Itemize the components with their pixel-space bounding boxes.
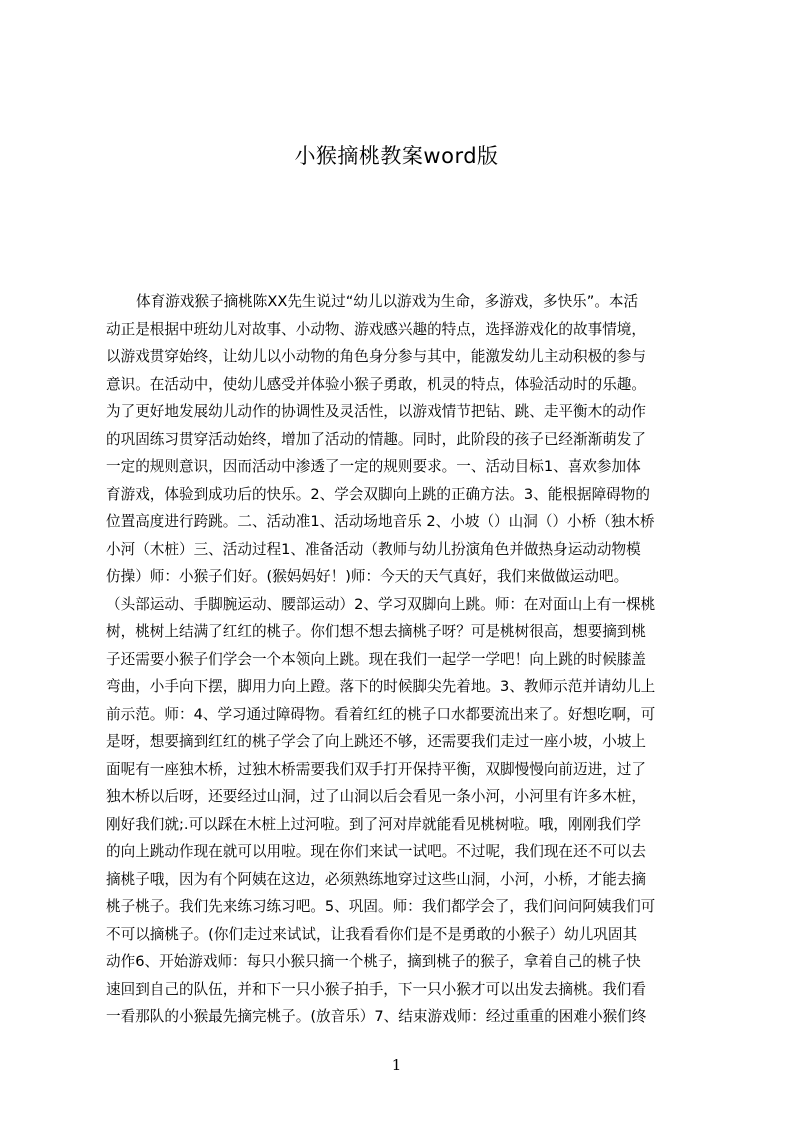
body-line: 树，桃树上结满了红红的桃子。你们想不想去摘桃子呀？可是桃树很高，想要摘到桃: [106, 623, 646, 640]
body-line: 一看那队的小猴最先摘完桃子。(放音乐）7、结束游戏师：经过重重的困难小猴们终: [106, 1008, 647, 1025]
body-line: 弯曲，小手向下摆，脚用力向上蹬。落下的时候脚尖先着地。3、教师示范并请幼儿上: [106, 678, 656, 695]
body-line: 位置高度进行跨跳。二、活动准1、活动场地音乐 2、小坡（）山洞（）小桥（独木桥: [106, 513, 655, 530]
body-line: 速回到自己的队伍，并和下一只小猴子拍手，下一只小猴才可以出发去摘桃。我们看: [106, 980, 646, 998]
body-line: 前示范。师：4、学习通过障碍物。看着红红的桃子口水都要流出来了。好想吃啊，可: [106, 705, 656, 723]
body-line: 意识。在活动中，使幼儿感受并体验小猴子勇敢，机灵的特点，体验活动时的乐趣。: [106, 375, 646, 393]
body-line: 为了更好地发展幼儿动作的协调性及灵活性，以游戏情节把钻、跳、走平衡木的动作: [106, 403, 646, 420]
body-line: 的向上跳动作现在就可以用啦。现在你们来试一试吧。不过呢，我们现在还不可以去: [106, 843, 646, 860]
body-line: 一定的规则意识，因而活动中渗透了一定的规则要求。一、活动目标1、喜欢参加体: [106, 458, 641, 475]
body-line: 不可以摘桃子。(你们走过来试试，让我看看你们是不是勇敢的小猴子）幼儿巩固其: [106, 925, 638, 943]
body-line: 小河（木桩）三、活动过程1、准备活动（教师与幼儿扮演角色并做热身运动动物模: [106, 540, 641, 558]
body-line: 动作6、开始游戏师：每只小猴只摘一个桃子，摘到桃子的猴子，拿着自己的桃子快: [106, 953, 641, 970]
body-line: 育游戏，体验到成功后的快乐。2、学会双脚向上跳的正确方法。3、能根据障碍物的: [106, 485, 650, 503]
body-line: 仿操）师：小猴子们好。(猴妈妈好！)师：今天的天气真好，我们来做做运动吧。: [106, 568, 629, 585]
body-line: 的巩固练习贯穿活动始终，增加了活动的情趣。同时，此阶段的孩子已经渐渐萌发了: [106, 430, 646, 448]
page-number: 1: [391, 1056, 402, 1074]
body-line: 面呢有一座独木桥，过独木桥需要我们双手打开保持平衡，双脚慢慢向前迈进，过了: [106, 760, 646, 778]
body-line: 是呀，想要摘到红红的桃子学会了向上跳还不够，还需要我们走过一座小坡，小坡上: [106, 733, 646, 750]
body-line: 以游戏贯穿始终，让幼儿以小动物的角色身分参与其中，能激发幼儿主动积极的参与: [106, 348, 646, 365]
body-line: 子还需要小猴子们学会一个本领向上跳。现在我们一起学一学吧！向上跳的时候膝盖: [106, 650, 646, 668]
document-title: 小猴摘桃教案word版: [294, 144, 499, 168]
document-body: [106, 288, 698, 1031]
body-line: 独木桥以后呀，还要经过山洞，过了山洞以后会看见一条小河，小河里有许多木桩，: [106, 788, 646, 805]
body-line: 桃子桃子。我们先来练习练习吧。5、巩固。师：我们都学会了，我们问问阿姨我们可: [106, 898, 656, 915]
body-line: 体育游戏猴子摘桃陈XX先生说过“幼儿以游戏为生命，多游戏，多快乐”。本活: [136, 293, 639, 310]
body-line: 动正是根据中班幼儿对故事、小动物、游戏感兴趣的特点，选择游戏化的故事情境，: [106, 320, 646, 338]
body-line: 刚好我们就;.可以踩在木桩上过河啦。到了河对岸就能看见桃树啦。哦，刚刚我们学: [106, 815, 641, 833]
body-line: 摘桃子哦，因为有个阿姨在这边，必须熟练地穿过这些山洞，小河，小桥，才能去摘: [106, 870, 646, 888]
body-line: （头部运动、手脚腕运动、腰部运动）2、学习双脚向上跳。师：在对面山上有一棵桃: [106, 595, 656, 613]
